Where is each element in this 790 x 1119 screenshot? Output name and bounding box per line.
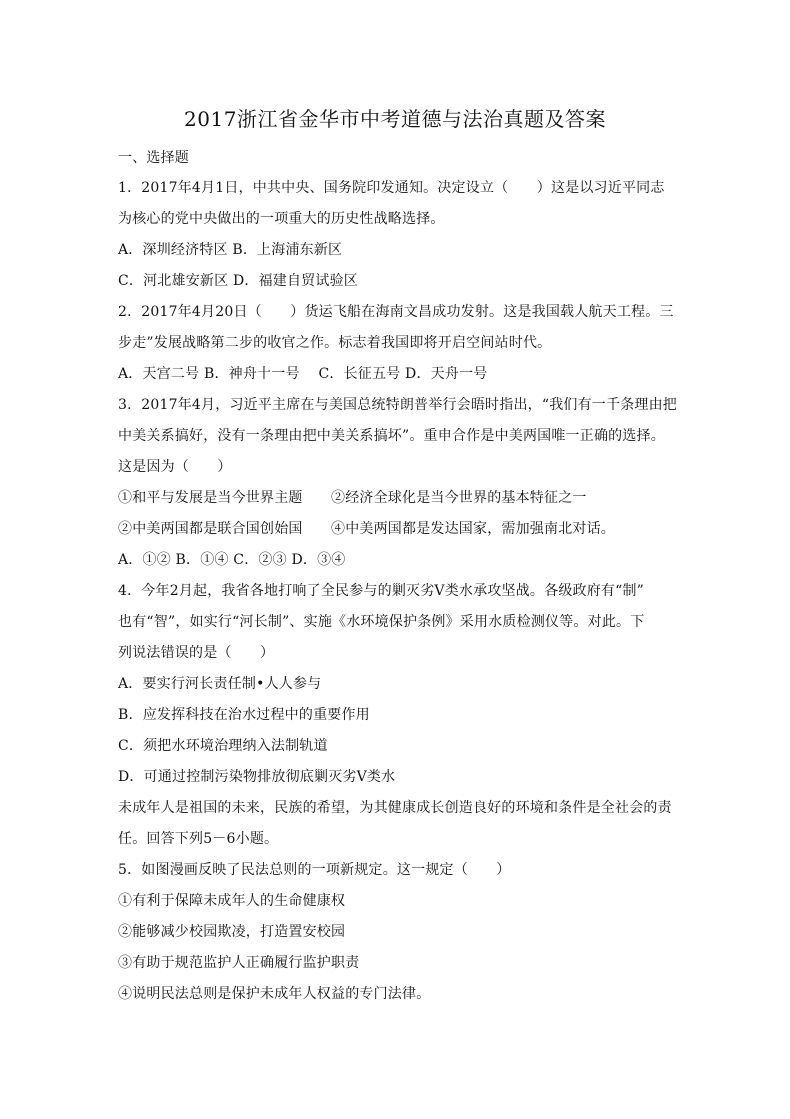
q5-statement-3: ③有助于规范监护人正确履行监护职责	[118, 955, 360, 971]
q5-statement-4: ④说明民法总则是保护未成年人权益的专门法律。	[118, 986, 431, 1002]
q2-options: A．天宫二号 B．神舟十一号 C．长征五号 D．天舟一号	[118, 366, 488, 382]
q3-statements-2: ②中美两国都是联合国创始国 ④中美两国都是发达国家，需加强南北对话。	[118, 521, 615, 537]
intro-line-2: 任。回答下列5－6小题。	[118, 831, 279, 847]
q3-line-2: 中美关系搞好，没有一条理由把中美关系搞坏”。重申合作是中美两国唯一正确的选择。	[118, 428, 665, 444]
q4-line-1: 4．今年2月起，我省各地打响了全民参与的剿灭劣Ⅴ类水承攻坚战。各级政府有“制”	[118, 583, 645, 599]
q3-line-1: 3．2017年4月，习近平主席在与美国总统特朗普举行会晤时指出，“我们有一千条理由把	[118, 397, 677, 413]
q2-line-2: 步走”发展战略第二步的收官之作。标志着我国即将开启空间站时代。	[118, 335, 552, 351]
q4-option-d: D．可通过控制污染物排放彻底剿灭劣Ⅴ类水	[118, 769, 396, 785]
q1-options-ab: A．深圳经济特区 B．上海浦东新区	[118, 242, 343, 258]
q3-line-3: 这是因为（ ）	[118, 459, 232, 475]
q1-line-2: 为核心的党中央做出的一项重大的历史性战略选择。	[118, 211, 445, 227]
q3-options: A．①② B．①④ C．②③ D．③④	[118, 552, 346, 568]
q4-option-c: C．须把水环境治理纳入法制轨道	[118, 738, 328, 754]
q1-line-1: 1．2017年4月1日，中共中央、国务院印发通知。决定设立（ ）这是以习近平同志	[118, 180, 665, 196]
q5-statement-2: ②能够减少校园欺凌，打造置安校园	[118, 924, 346, 940]
q4-line-2: 也有“智”，如实行“河长制”、实施《水环境保护条例》采用水质检测仪等。对此。下	[118, 614, 645, 630]
q2-line-1: 2．2017年4月20日（ ）货运飞船在海南文昌成功发射。这是我国载人航天工程。三	[118, 304, 674, 320]
section-heading: 一、选择题	[118, 150, 189, 166]
q1-options-cd: C．河北雄安新区 D．福建自贸试验区	[118, 273, 358, 289]
intro-line-1: 未成年人是祖国的未来，民族的希望，为其健康成长创造良好的环境和条件是全社会的责	[118, 800, 672, 816]
q4-line-3: 列说法错误的是（ ）	[118, 645, 275, 661]
q4-option-b: B．应发挥科技在治水过程中的重要作用	[118, 707, 370, 723]
q3-statements-1: ①和平与发展是当今世界主题 ②经济全球化是当今世界的基本特征之一	[118, 490, 587, 506]
q5-line-1: 5．如图漫画反映了民法总则的一项新规定。这一规定（ ）	[118, 862, 511, 878]
q4-option-a: A．要实行河长责任制•人人参与	[118, 676, 322, 692]
q5-statement-1: ①有利于保障未成年人的生命健康权	[118, 893, 346, 909]
document-title: 2017浙江省金华市中考道德与法治真题及答案	[184, 107, 606, 131]
